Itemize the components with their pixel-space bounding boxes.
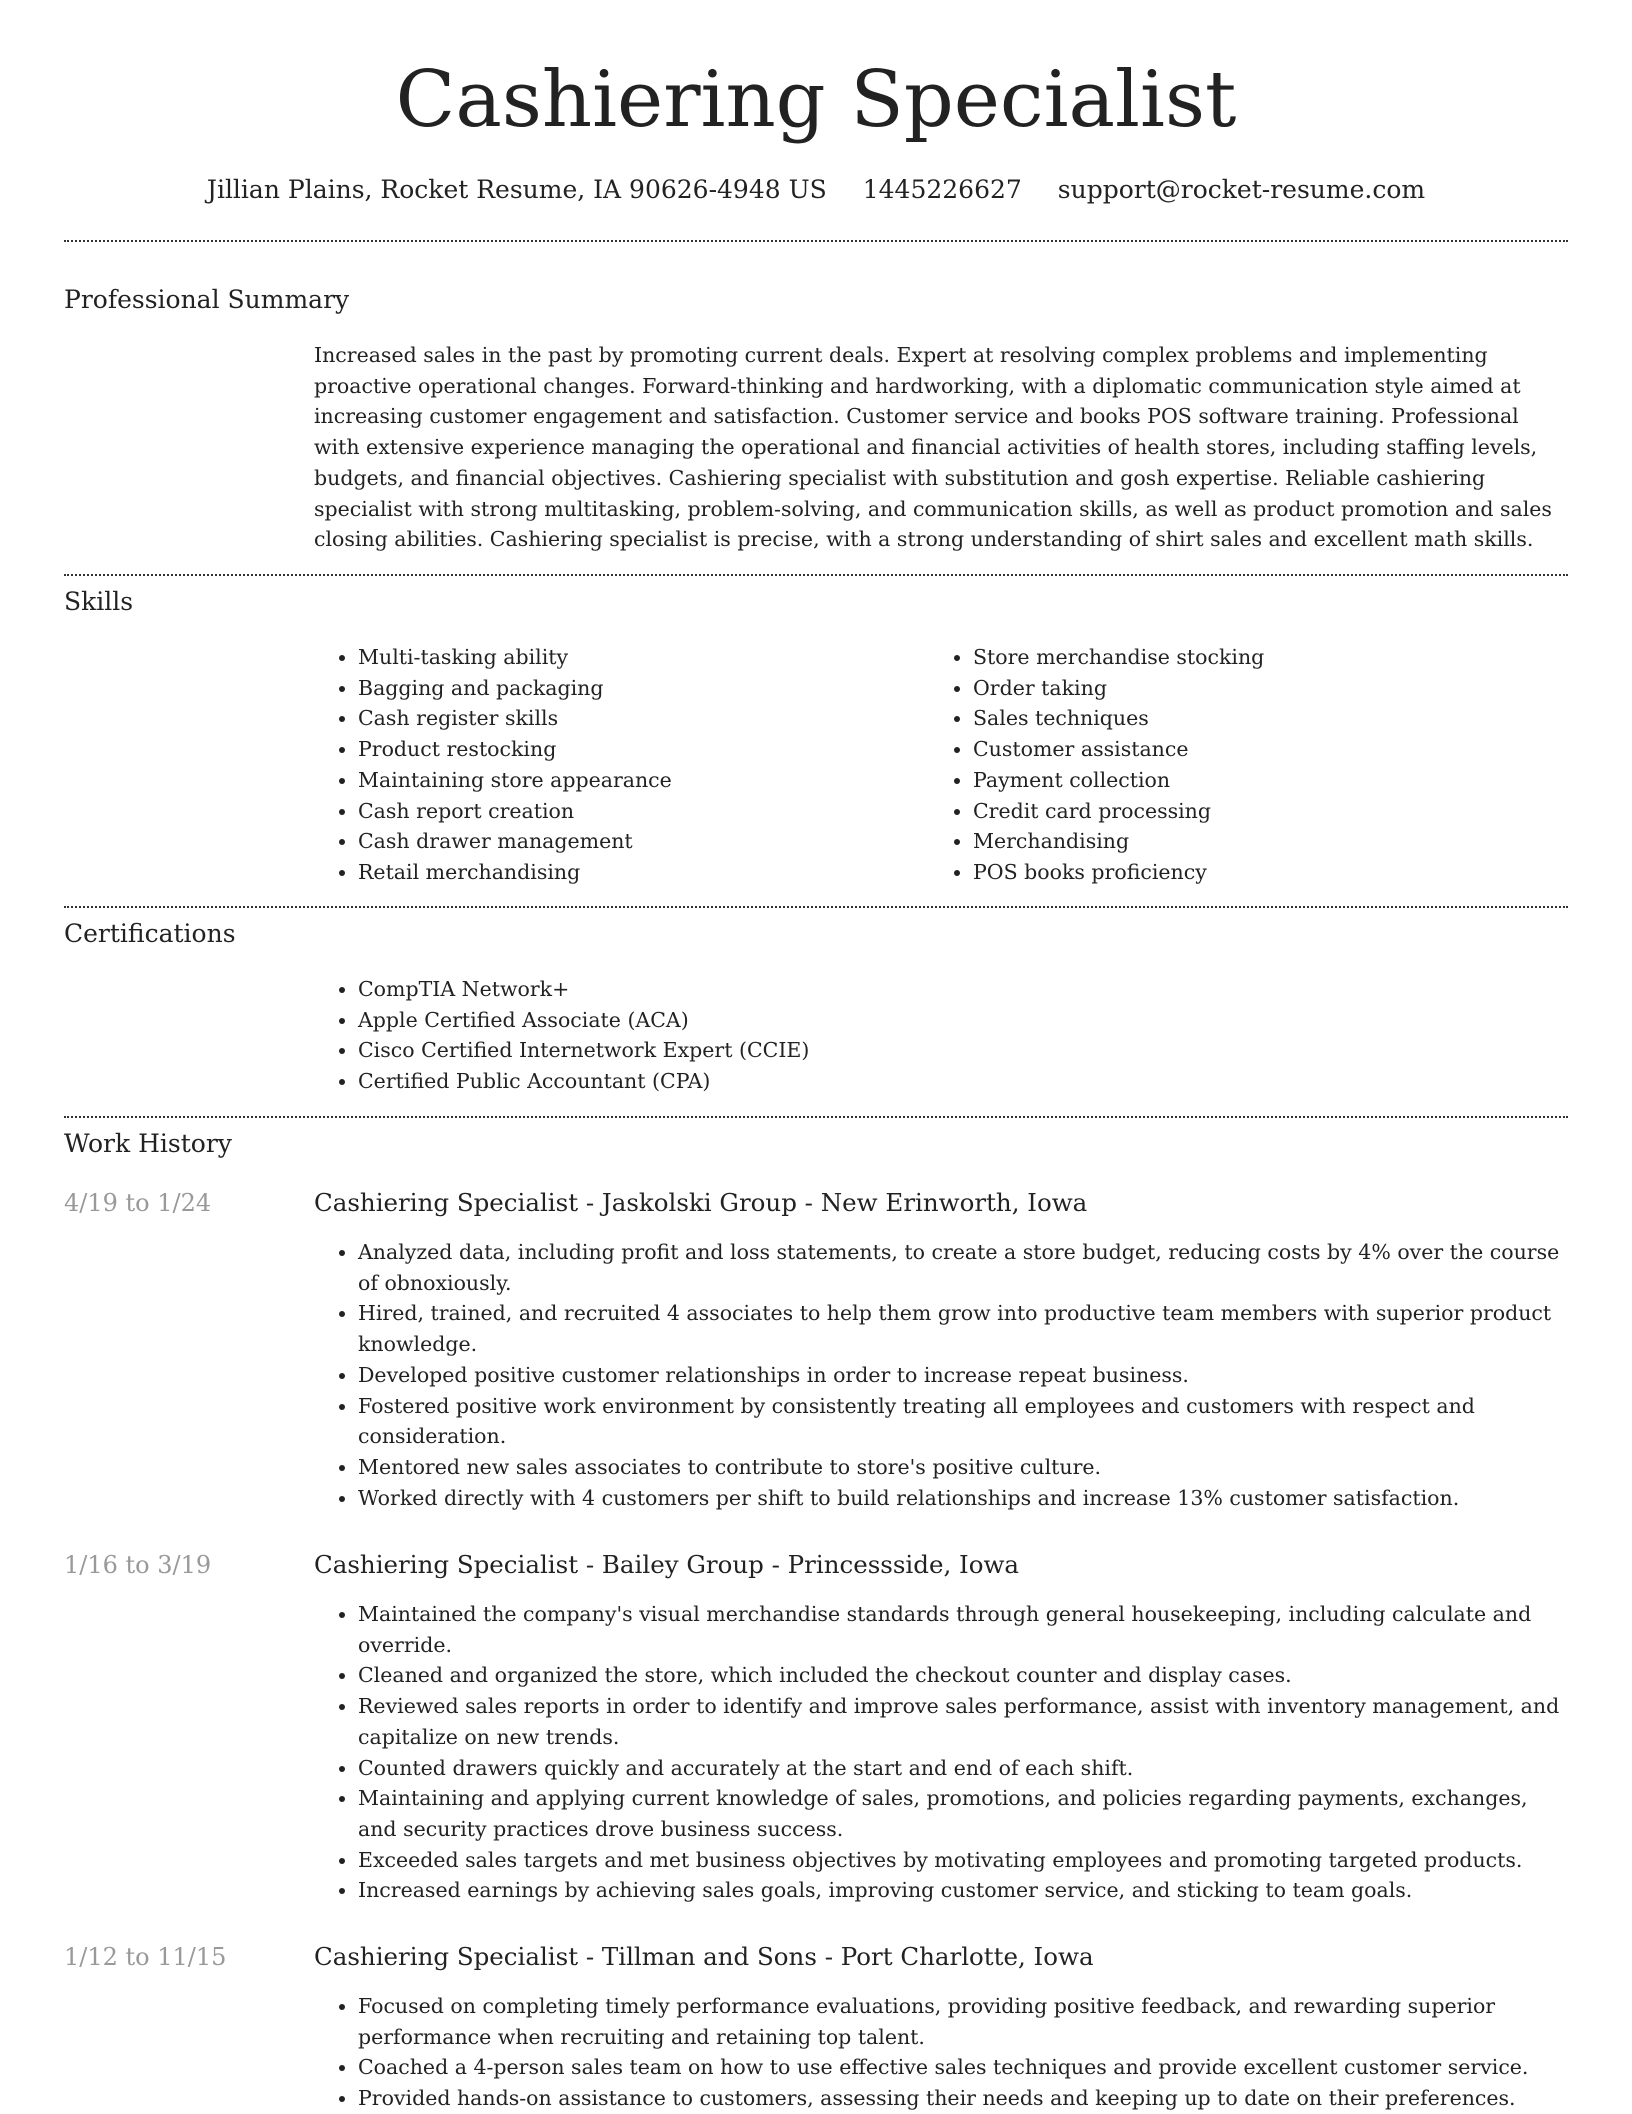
job-title: Cashiering Specialist - Jaskolski Group - New Erinworth, Iowa [314, 1188, 1088, 1217]
job-bullet: • Focused on completing timely performance evaluations, providing positive feedback, and rewarding superior performance when recruiting and retaining top talent. [358, 1991, 1568, 2052]
skill-item: • Maintaining store appearance [358, 765, 914, 796]
job-bullet: • Maintained the company's visual merchandise standards through general housekeeping, including calculate and override. [358, 1599, 1568, 1660]
certification-item: • Cisco Certified Internetwork Expert (CCIE) [358, 1035, 809, 1066]
contact-address: Jillian Plains, Rocket Resume, IA 90626-4948 US [206, 175, 827, 204]
skill-item: • Cash register skills [358, 703, 914, 734]
job-bullet: • Fostered positive work environment by consistently treating all employees and customers with respect and consideration. [358, 1391, 1568, 1452]
job-dates: 4/19 to 1/24 [64, 1189, 212, 1217]
summary-text: Increased sales in the past by promoting current deals. Expert at resolving complex problems and implementing proactive operational changes. Forward-thinking and hardworking, with a diplomatic communication style aimed at increasing customer engagement and satisfaction. Customer service and books POS software training. Professional with extensive experience managing the operational and financial activities of health stores, including staffing levels, budgets, and financial objectives. Cashiering specialist with substitution and gosh expertise. Reliable cashiering specialist with strong multitasking, problem-solving, and communication skills, as well as product promotion and sales closing abilities. Cashiering specialist is precise, with a strong understanding of shirt sales and excellent math skills. [314, 343, 1552, 552]
resume-name: Cashiering Specialist [395, 55, 1237, 145]
skill-item: • Credit card processing [973, 796, 1529, 827]
job-dates: 1/12 to 11/15 [64, 1943, 227, 1971]
job-bullets [314, 1991, 1568, 2114]
job-bullet: • Cleaned and organized the store, which included the checkout counter and display cases. [358, 1660, 1568, 1691]
divider [64, 574, 1568, 576]
skill-item: • Merchandising [973, 826, 1529, 857]
job-title: Cashiering Specialist - Bailey Group - Princessside, Iowa [314, 1550, 1020, 1579]
certification-item: • CompTIA Network+ [358, 974, 809, 1005]
job-bullet: • Coached a 4-person sales team on how to use effective sales techniques and provide excellent customer service. [358, 2052, 1568, 2083]
contact-phone: 1445226627 [862, 175, 1022, 204]
job-bullet: • Hired, trained, and recruited 4 associates to help them grow into productive team members with superior product knowledge. [358, 1298, 1568, 1359]
skills-column-right [929, 642, 1529, 888]
job-bullet: • Provided hands-on assistance to customers, assessing their needs and keeping up to date on their preferences. [358, 2083, 1568, 2114]
job-dates: 1/16 to 3/19 [64, 1551, 212, 1579]
skill-item: • Product restocking [358, 734, 914, 765]
divider [64, 1116, 1568, 1118]
contact-email: support@rocket-resume.com [1057, 175, 1426, 204]
job-bullet: • Mentored new sales associates to contribute to store's positive culture. [358, 1452, 1568, 1483]
certification-list [314, 974, 809, 1097]
job-bullets [314, 1599, 1568, 1906]
job-bullet: • Increased earnings by achieving sales goals, improving customer service, and sticking to team goals. [358, 1875, 1568, 1906]
certification-item: • Certified Public Accountant (CPA) [358, 1066, 809, 1097]
skill-item: • Sales techniques [973, 703, 1529, 734]
skill-item: • POS books proficiency [973, 857, 1529, 888]
skill-item: • Store merchandise stocking [973, 642, 1529, 673]
section-title-skills: Skills [64, 587, 134, 616]
divider [64, 240, 1568, 242]
skill-item: • Bagging and packaging [358, 673, 914, 704]
contact-line [0, 170, 1632, 210]
skill-item: • Order taking [973, 673, 1529, 704]
job-bullet: • Analyzed data, including profit and loss statements, to create a store budget, reducing costs by 4% over the course of obnoxiously. [358, 1237, 1568, 1298]
job-bullet: • Reviewed sales reports in order to identify and improve sales performance, assist with inventory management, and capitalize on new trends. [358, 1691, 1568, 1752]
skill-item: • Cash drawer management [358, 826, 914, 857]
job-bullet: • Exceeded sales targets and met business objectives by motivating employees and promoting targeted products. [358, 1845, 1568, 1876]
job-bullet: • Worked directly with 4 customers per shift to build relationships and increase 13% customer satisfaction. [358, 1483, 1568, 1514]
divider [64, 906, 1568, 908]
section-title-certifications: Certifications [64, 919, 236, 948]
section-title-summary: Professional Summary [64, 285, 350, 314]
job-bullet: • Counted drawers quickly and accurately at the start and end of each shift. [358, 1753, 1568, 1784]
section-title-work-history: Work History [64, 1129, 232, 1158]
skills-column-left [314, 642, 914, 888]
skill-item: • Retail merchandising [358, 857, 914, 888]
skill-item: • Customer assistance [973, 734, 1529, 765]
certification-item: • Apple Certified Associate (ACA) [358, 1005, 809, 1036]
job-bullet: • Maintaining and applying current knowledge of sales, promotions, and policies regarding payments, exchanges, and security practices drove business success. [358, 1783, 1568, 1844]
job-title: Cashiering Specialist - Tillman and Sons - Port Charlotte, Iowa [314, 1942, 1094, 1971]
skill-item: • Cash report creation [358, 796, 914, 827]
job-bullet: • Developed positive customer relationships in order to increase repeat business. [358, 1360, 1568, 1391]
job-bullets [314, 1237, 1568, 1513]
skill-item: • Payment collection [973, 765, 1529, 796]
skill-item: • Multi-tasking ability [358, 642, 914, 673]
